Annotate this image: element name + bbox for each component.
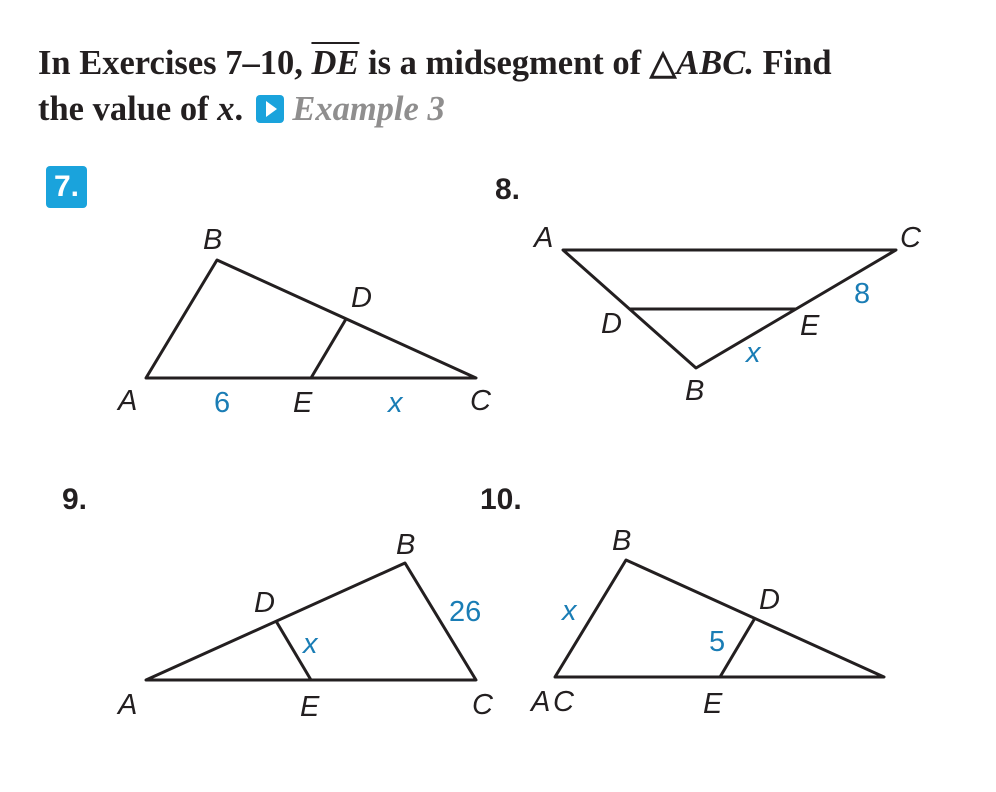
midsegment-de-10 [720, 618, 755, 677]
vertex-c-label: C [900, 222, 921, 254]
instructions-period: . [234, 90, 244, 128]
vertex-d-label: D [254, 587, 275, 619]
vertex-e-label: E [703, 688, 723, 720]
midsegment-de-7 [311, 319, 346, 378]
vertex-e-label: E [300, 691, 320, 723]
exercise-8-number: 8. [495, 173, 521, 206]
vertex-d-label: D [601, 308, 622, 340]
measure-de: 5 [709, 626, 726, 658]
vertex-b-label: B [396, 529, 416, 561]
vertex-c-label: C [553, 686, 574, 718]
instructions-find: Find [762, 44, 832, 82]
measure-ec: 8 [854, 278, 871, 310]
measure-ae: 6 [214, 387, 231, 419]
exercise-10-number: 10. [480, 483, 522, 516]
triangle-abc-9 [146, 563, 476, 680]
vertex-d-label: D [351, 282, 372, 314]
vertex-a-label: A [534, 222, 554, 254]
figure-10 [529, 525, 884, 720]
figure-8 [532, 222, 922, 407]
vertex-c-label: C [470, 385, 491, 417]
measure-be: x [746, 337, 761, 369]
instructions-prefix: In Exercises 7–10, [38, 44, 303, 82]
vertex-a-label: A [118, 689, 138, 721]
instructions-middle: is a midsegment of △ [368, 44, 677, 82]
triangle-abc-10 [555, 560, 884, 677]
triangle-abc-7 [146, 260, 476, 378]
measure-ab: x [562, 595, 577, 627]
measure-de: x [303, 628, 318, 660]
vertex-a-label: A [118, 385, 138, 417]
vertex-e-label: E [293, 387, 313, 419]
segment-de-label: $\overline{DE}$ [311, 44, 360, 82]
measure-ec: x [388, 387, 403, 419]
vertex-b-label: B [203, 224, 223, 256]
triangle-name: ABC. [676, 44, 754, 82]
exercise-7-number: 7. [46, 166, 87, 208]
vertex-e-label: E [800, 310, 820, 342]
figure-9 [116, 529, 494, 723]
instructions-line2-prefix: the value of [38, 90, 209, 128]
figure-7 [116, 224, 492, 419]
variable-x: x [217, 90, 235, 128]
exercise-9-number: 9. [62, 483, 88, 516]
vertex-a-label: A [531, 686, 551, 718]
vertex-b-label: B [612, 525, 632, 557]
measure-bc: 26 [449, 596, 482, 628]
vertex-c-label: C [472, 689, 493, 721]
example-link[interactable]: Example 3 [292, 90, 445, 128]
vertex-b-label: B [685, 375, 705, 407]
vertex-d-label: D [759, 584, 780, 616]
